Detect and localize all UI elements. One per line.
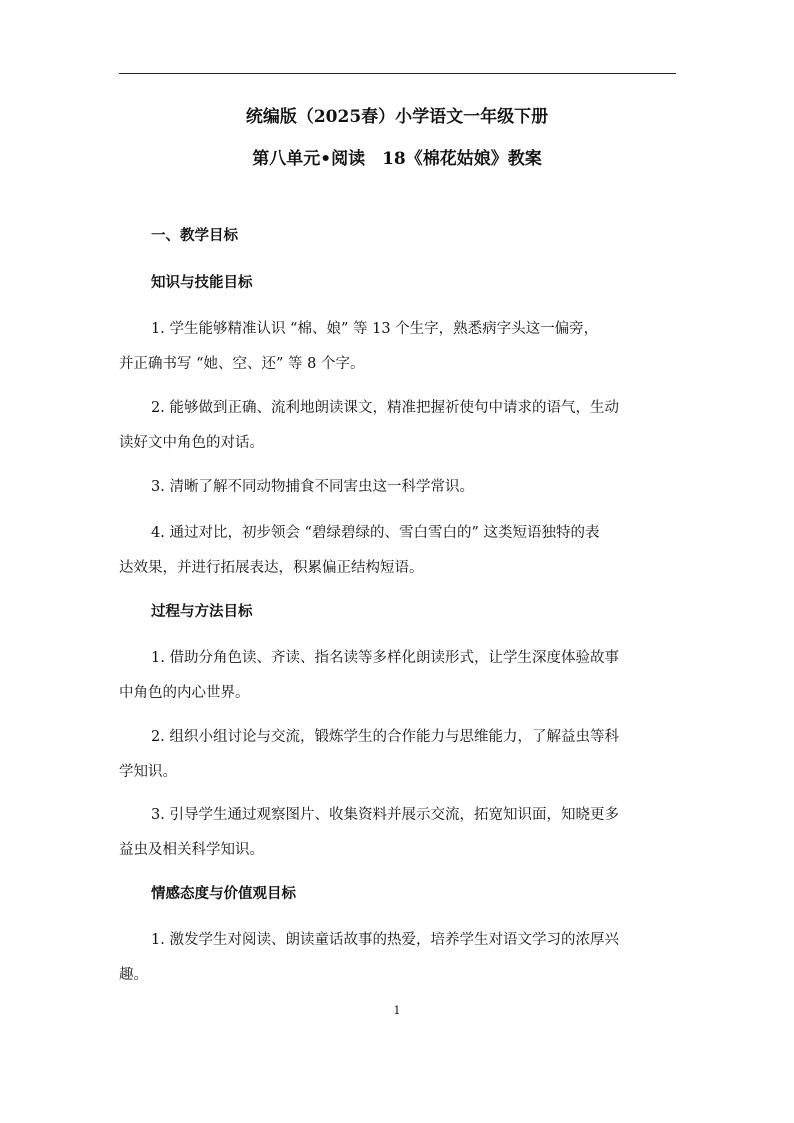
knowledge-item — [119, 312, 679, 382]
paragraph-line: 达效果，并进行拓展表达，积累偏正结构短语。 — [119, 560, 424, 576]
process-item — [119, 798, 679, 868]
process-item — [119, 720, 679, 790]
paragraph-line: 1. 学生能够精准认识 “棉、娘” 等 13 个生字，熟悉病字头这一偏旁， — [151, 321, 599, 337]
paragraph-line: 1. 激发学生对阅读、朗读童话故事的热爱，培养学生对语文学习的浓厚兴 — [151, 932, 619, 948]
document-title: 统编版（2025春）小学语文一年级下册 — [245, 107, 549, 127]
paragraph-line: 趣。 — [119, 967, 148, 983]
paragraph-line: 并正确书写 “她、空、还” 等 8 个字。 — [119, 356, 365, 372]
subsection-heading-knowledge: 知识与技能目标 — [151, 274, 253, 291]
paragraph-line: 中角色的内心世界。 — [119, 685, 250, 701]
knowledge-item — [119, 516, 679, 586]
process-item — [119, 641, 679, 711]
knowledge-item — [119, 470, 679, 505]
knowledge-item — [119, 391, 679, 461]
document-subtitle: 第八单元•阅读 18《棉花姑娘》教案 — [252, 149, 542, 169]
emotion-item — [119, 923, 679, 993]
section-heading-objectives: 一、教学目标 — [151, 227, 238, 244]
paragraph-line: 1. 借助分角色读、齐读、指名读等多样化朗读形式，让学生深度体验故事 — [151, 650, 619, 666]
paragraph-line: 3. 引导学生通过观察图片、收集资料并展示交流，拓宽知识面，知晓更多 — [151, 807, 619, 823]
paragraph-line: 2. 组织小组讨论与交流，锻炼学生的合作能力与思维能力，了解益虫等科 — [151, 729, 619, 745]
paragraph-line: 2. 能够做到正确、流利地朗读课文，精准把握祈使句中请求的语气，生动 — [151, 400, 619, 416]
paragraph-line: 学知识。 — [119, 764, 177, 780]
paragraph-line: 4. 通过对比，初步领会 “碧绿碧绿的、雪白雪白的” 这类短语独特的表 — [151, 525, 600, 541]
header-rule — [119, 73, 676, 74]
page-number: 1 — [393, 1004, 401, 1017]
paragraph-line: 3. 清晰了解不同动物捕食不同害虫这一科学常识。 — [151, 479, 474, 495]
paragraph-line: 读好文中角色的对话。 — [119, 435, 264, 451]
subsection-heading-emotion: 情感态度与价值观目标 — [151, 885, 296, 902]
subsection-heading-process: 过程与方法目标 — [151, 603, 253, 620]
paragraph-line: 益虫及相关科学知识。 — [119, 842, 264, 858]
